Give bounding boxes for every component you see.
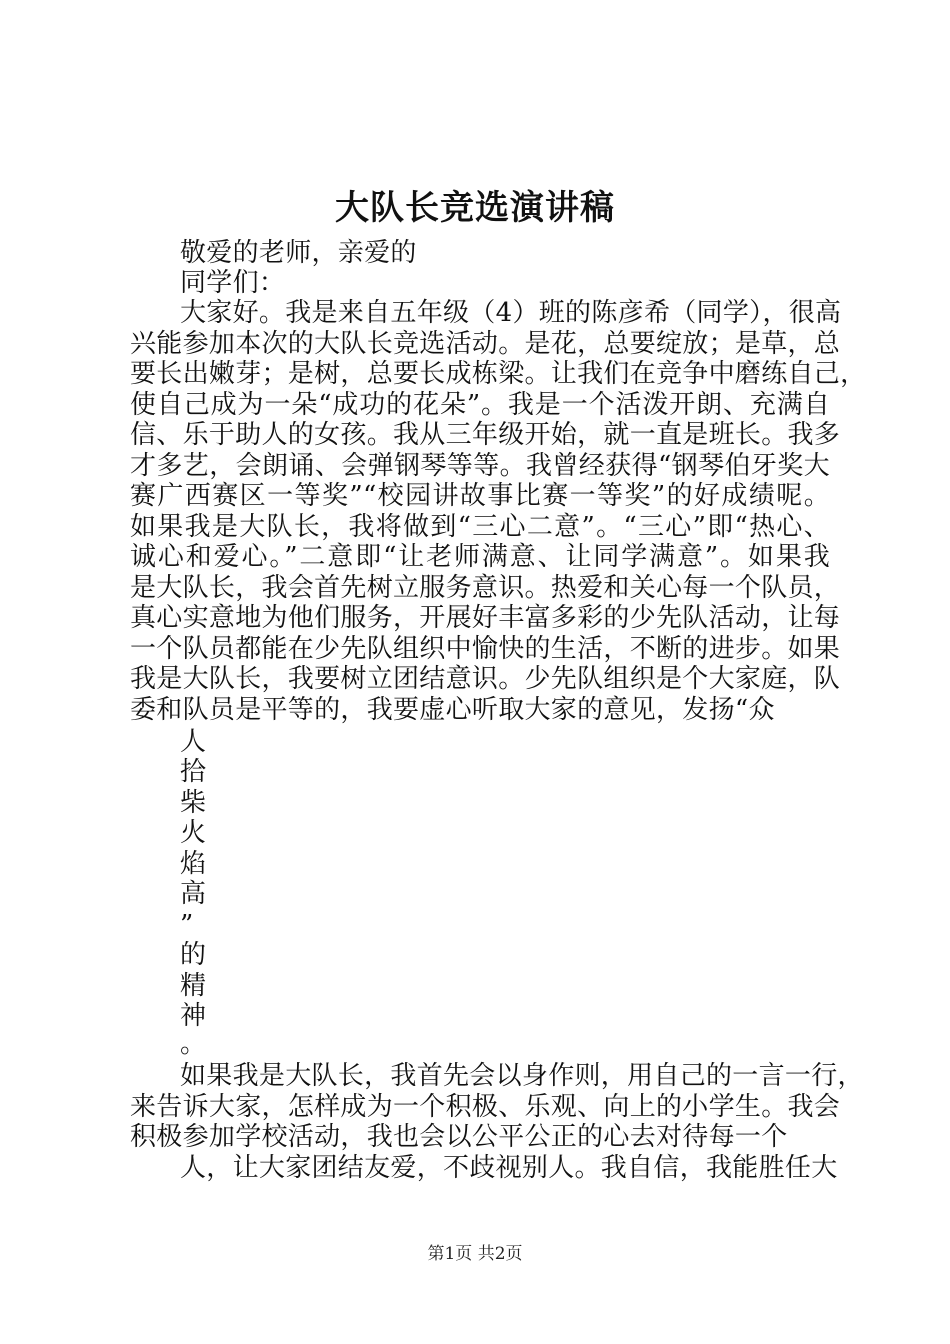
paragraph-1-line: 要长出嫩芽；是树，总要长成栋梁。让我们在竞争中磨练自己，	[130, 359, 867, 389]
vertical-char: 的	[180, 940, 207, 970]
vertical-char: 焰	[180, 849, 207, 879]
paragraph-1-line: 是大队长，我会首先树立服务意识。热爱和关心每一个队员，	[130, 573, 841, 603]
paragraph-3-line: 人，让大家团结友爱，不歧视别人。我自信，我能胜任大	[180, 1153, 838, 1183]
paragraph-1-line: 使自己成为一朵“成功的花朵”。我是一个活泼开朗、充满自	[130, 390, 830, 420]
paragraph-1-line: 兴能参加本次的大队长竞选活动。是花，总要绽放；是草，总	[130, 329, 841, 359]
greeting-line-2: 同学们：	[180, 268, 286, 298]
paragraph-1-line: 一个队员都能在少先队组织中愉快的生活，不断的进步。如果	[130, 634, 841, 664]
greeting-line-1: 敬爱的老师，亲爱的	[180, 238, 417, 268]
paragraph-2-line: 如果我是大队长，我首先会以身作则，用自己的一言一行，	[180, 1061, 864, 1091]
paragraph-1-line: 委和队员是平等的，我要虚心听取大家的意见，发扬“众	[130, 695, 775, 725]
paragraph-1-line: 赛广西赛区一等奖”“校园讲故事比赛一等奖”的好成绩呢。	[130, 481, 830, 511]
vertical-char: 精	[180, 971, 207, 1001]
paragraph-1-line: 如果我是大队长，我将做到“三心二意”。“三心”即“热心、	[130, 512, 830, 542]
vertical-char: 高	[180, 879, 207, 909]
vertical-char: 人	[180, 727, 207, 757]
vertical-char: 神	[180, 1001, 207, 1031]
paragraph-1-line: 诚心和爱心。”二意即“让老师满意、让同学满意”。如果我	[130, 542, 830, 572]
page-footer: 第1页 共2页	[427, 1244, 523, 1264]
document-title: 大队长竞选演讲稿	[335, 188, 615, 228]
paragraph-1-line: 才多艺，会朗诵、会弹钢琴等等。我曾经获得“钢琴伯牙奖大	[130, 451, 830, 481]
paragraph-1-line: 真心实意地为他们服务，开展好丰富多彩的少先队活动，让每	[130, 603, 841, 633]
paragraph-1-line: 信、乐于助人的女孩。我从三年级开始，就一直是班长。我多	[130, 420, 841, 450]
vertical-char: 。	[180, 1029, 207, 1059]
vertical-char: 柴	[180, 788, 207, 818]
paragraph-1-line: 大家好。我是来自五年级（4）班的陈彦希（同学），很高	[180, 298, 842, 328]
paragraph-2-line: 积极参加学校活动，我也会以公平公正的心去对待每一个	[130, 1122, 788, 1152]
vertical-char: 火	[180, 818, 207, 848]
paragraph-1-line: 我是大队长，我要树立团结意识。少先队组织是个大家庭，队	[130, 664, 841, 694]
vertical-char: 拾	[180, 757, 207, 787]
paragraph-2-line: 来告诉大家，怎样成为一个积极、乐观、向上的小学生。我会	[130, 1092, 841, 1122]
vertical-char: ”	[180, 910, 194, 940]
